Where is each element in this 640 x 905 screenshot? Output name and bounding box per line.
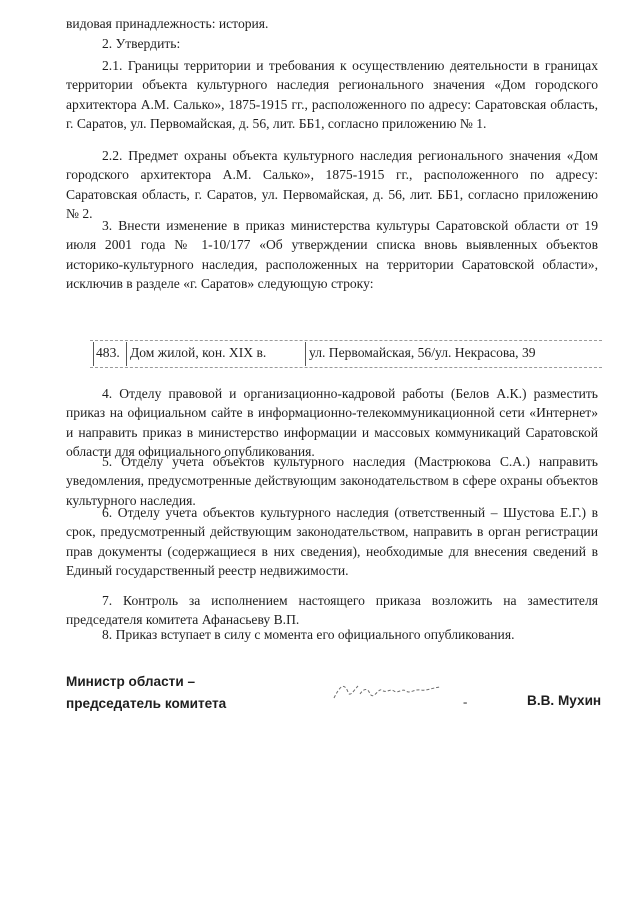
paragraph-7: 7. Контроль за исполнением настоящего приказа возложить на заместителя председателя комитета Афанасьеву В.П. [66, 593, 598, 628]
paragraph-4: 4. Отделу правовой и организационно-кадровой работы (Белов А.К.) разместить приказ на официальном сайте в информационно-телекоммуникационной сети «Интернет» и направить приказ в министерство информации и массовых коммуникаций Саратовской области для официального опубликования. [66, 386, 598, 460]
excluded-row-table [90, 340, 602, 368]
paragraph-3: 3. Внести изменение в приказ министерства культуры Саратовской области от 19 июля 2001 года № 1-10/177 «Об утверждении списка вновь выявленных объектов историко-культурного наследия, расположенных на территории Саратовской области», исключив в разделе «г. Саратов» следующую строку: [66, 218, 598, 292]
paragraph-5: 5. Отделу учета объектов культурного наследия (Мастрюкова С.А.) направить уведомления, предусмотренные действующим законодательством в сфере охраны объектов культурного наследия. [66, 454, 598, 508]
signature-dash: - [463, 694, 468, 709]
paragraph-continuation: видовая принадлежность: история. [66, 16, 269, 31]
paragraph-2-1: 2.1. Границы территории и требования к осуществлению деятельности в границах территории объекта культурного наследия регионального значения «Дом городского архитектора А.М. Салько», 1875-1915 гг., расположенного по адресу: Саратовская область, г. Саратов, ул. Первомайская, д. 56, лит. ББ1, согласно приложению № 1. [66, 58, 598, 132]
row-address: ул. Первомайская, 56/ул. Некрасова, 39 [309, 345, 536, 360]
position-line-1: Министр области – [66, 674, 196, 689]
signatory-position [66, 671, 226, 715]
row-number: 483. [96, 345, 120, 360]
position-line-2: председатель комитета [66, 696, 227, 711]
paragraph-6: 6. Отделу учета объектов культурного наследия (ответственный – Шустова Е.Г.) в срок, предусмотренный действующим законодательством, направить в орган регистрации прав документы (содержащиеся в них сведения), необходимые для внесения сведений в Единый государственный реестр недвижимости. [66, 505, 598, 579]
row-object-name: Дом жилой, кон. XIX в. [130, 345, 267, 360]
paragraph-2-2: 2.2. Предмет охраны объекта культурного наследия регионального значения «Дом городского архитектора А.М. Салько», 1875-1915 гг., расположенного по адресу: Саратовская область, г. Саратов, ул. Первомайская, д. 56, лит. ББ1, согласно приложению № 2. [66, 148, 598, 222]
signatory-name: В.В. Мухин [527, 693, 602, 708]
handwritten-signature [330, 676, 445, 706]
paragraph-8: 8. Приказ вступает в силу с момента его официального опубликования. [102, 627, 515, 642]
paragraph-approve: 2. Утвердить: [102, 36, 181, 51]
